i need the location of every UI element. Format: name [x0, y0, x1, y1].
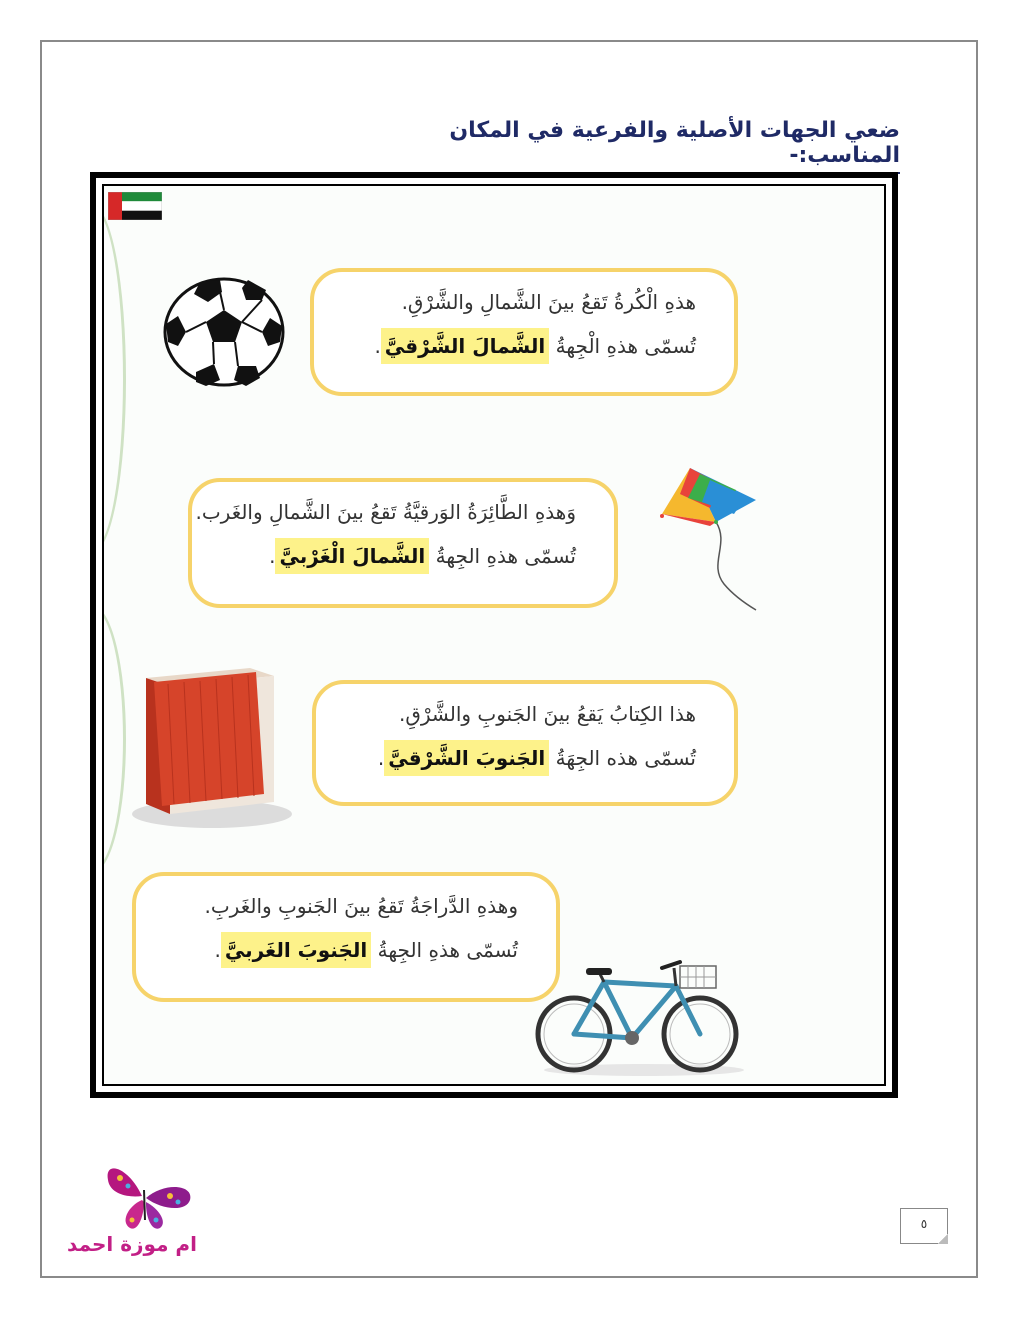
answer-prefix: تُسمّى هذهِ الْجِهةُ: [555, 334, 696, 358]
logo: [52, 1160, 212, 1260]
football-icon: [162, 276, 286, 388]
bicycle-icon: [534, 958, 744, 1078]
card-sentence: وَهذهِ الطَّائِرَةُ الوَرقيَّةُ تَقعُ بينَ الشَّمالِ والغَرب.: [195, 500, 576, 524]
answer-end: .: [269, 544, 276, 568]
answer-prefix: تُسمّى هذهِ الجِهةُ: [435, 544, 576, 568]
card-sentence: وهذهِ الدَّراجَةُ تَقعُ بينَ الجَنوبِ والغَربِ.: [204, 894, 518, 918]
answer-highlight: الجَنوبَ الشَّرْقيَّ: [384, 740, 549, 776]
card-answer-line: [269, 544, 576, 568]
book-icon: [128, 664, 294, 832]
answer-highlight: الشَّمالَ الْغَرْبيَّ: [275, 538, 429, 574]
answer-prefix: تُسمّى هذه الجِهَةُ: [555, 746, 696, 770]
card-sentence: هذهِ الْكُرةُ تَقعُ بينَ الشَّمالِ والشَّرْقِ.: [401, 290, 696, 314]
card-sentence: هذا الكِتابُ يَقعُ بينَ الجَنوبِ والشَّرْقِ.: [398, 702, 696, 726]
answer-end: .: [377, 746, 385, 770]
answer-highlight: الجَنوبَ الغَربيَّ: [221, 932, 371, 968]
worksheet-inner: [102, 184, 886, 1086]
card-answer-line: [215, 938, 519, 962]
page-number: ٥: [900, 1208, 948, 1244]
uae-flag-icon: [108, 192, 162, 220]
answer-end: .: [214, 938, 221, 962]
decorative-arc: [102, 206, 126, 552]
answer-prefix: تُسمّى هذهِ الجِهةُ: [377, 938, 518, 962]
kite-icon: [660, 464, 770, 614]
card-book: [312, 680, 738, 806]
page-title: ضعي الجهات الأصلية والفرعية في المكان المناسب:-: [390, 118, 900, 174]
answer-end: .: [374, 334, 381, 358]
butterfly-icon: [98, 1160, 194, 1234]
card-answer-line: [374, 334, 696, 358]
card-football: [310, 268, 738, 396]
worksheet-frame: [90, 172, 898, 1098]
logo-text: ام موزة احمد: [67, 1232, 197, 1256]
card-bicycle: [132, 872, 560, 1002]
decorative-arc: [102, 606, 126, 872]
card-answer-line: [378, 746, 696, 770]
card-kite: [188, 478, 618, 608]
answer-highlight: الشَّمالَ الشَّرْقيَّ: [381, 328, 549, 364]
